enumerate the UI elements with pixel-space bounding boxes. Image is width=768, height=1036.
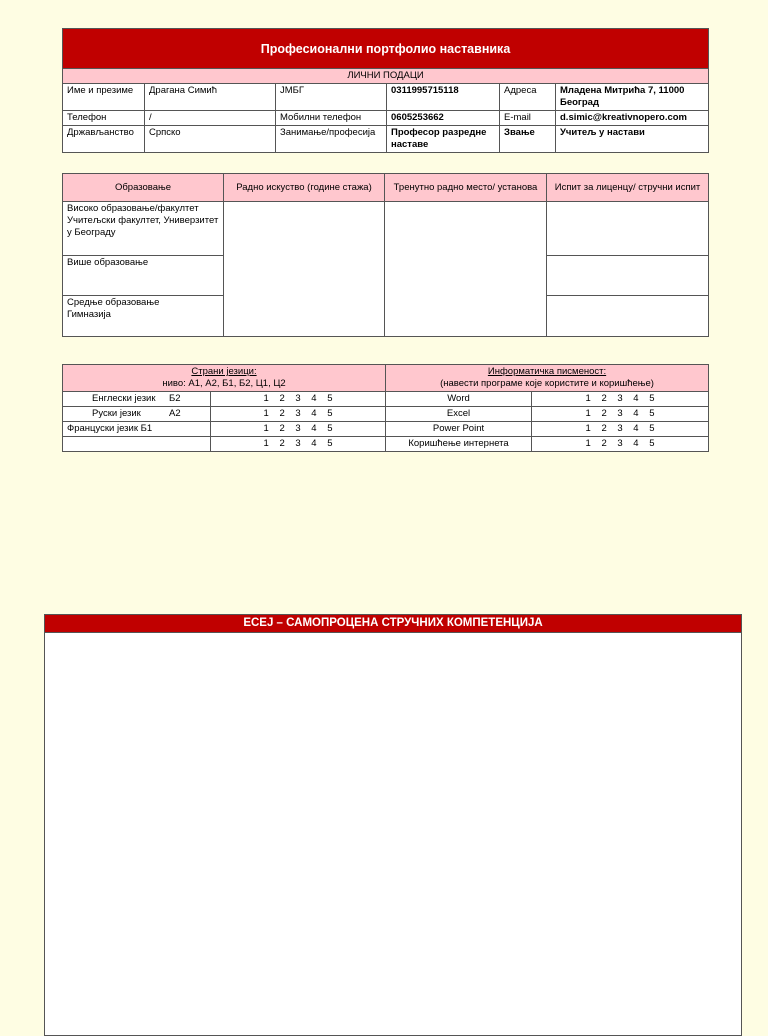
workplace-header: Тренутно радно место/ установа xyxy=(385,174,547,202)
software-name: Word xyxy=(386,392,532,407)
name-label: Име и презиме xyxy=(63,84,145,111)
email-label: E-mail xyxy=(500,111,556,126)
language-row xyxy=(63,422,211,437)
address-value[interactable]: Младена Митрића 7, 11000 Београд xyxy=(556,84,709,111)
college-education-label: Више образовање xyxy=(67,257,149,268)
phone-label: Телефон xyxy=(63,111,145,126)
license-header: Испит за лиценцу/ стручни испит xyxy=(547,174,709,202)
essay-title: ЕСЕЈ – САМОПРОЦЕНА СТРУЧНИХ КОМПЕТЕНЦИЈА xyxy=(45,615,741,633)
college-education-cell[interactable] xyxy=(63,256,224,296)
personal-section-title: ЛИЧНИ ПОДАЦИ xyxy=(63,69,709,84)
skills-table xyxy=(62,364,709,452)
workplace-cell[interactable] xyxy=(385,202,547,337)
mobile-label: Мобилни телефон xyxy=(276,111,387,126)
computer-header xyxy=(386,365,709,392)
language-name: Енглески језик xyxy=(92,393,156,404)
language-row xyxy=(63,407,211,422)
education-table xyxy=(62,173,709,337)
software-rating[interactable]: 1 2 3 4 5 xyxy=(532,407,709,422)
secondary-education-cell[interactable] xyxy=(63,296,224,337)
computer-subtitle: (навести програме које користите и коришћење) xyxy=(440,378,654,389)
jmbg-label: ЈМБГ xyxy=(276,84,387,111)
occupation-value[interactable]: Професор разредне наставе xyxy=(387,126,500,153)
software-name: Power Point xyxy=(386,422,532,437)
license-cell-1[interactable] xyxy=(547,202,709,256)
jmbg-value[interactable]: 0311995715118 xyxy=(387,84,500,111)
citizenship-value[interactable]: Српско xyxy=(145,126,276,153)
secondary-education-value: Гимназија xyxy=(67,309,111,320)
experience-cell[interactable] xyxy=(224,202,385,337)
language-name: Француски језик Б1 xyxy=(67,423,153,434)
experience-header: Радно искуство (године стажа) xyxy=(224,174,385,202)
personal-data-table xyxy=(62,28,709,153)
address-label: Адреса xyxy=(500,84,556,111)
phone-value[interactable]: / xyxy=(145,111,276,126)
license-cell-3[interactable] xyxy=(547,296,709,337)
higher-education-label: Високо образовање/факултет xyxy=(67,203,199,214)
software-rating[interactable]: 1 2 3 4 5 xyxy=(532,392,709,407)
languages-title: Страни језици: xyxy=(191,366,257,377)
title-label: Звање xyxy=(500,126,556,153)
title-value[interactable]: Учитељ у настави xyxy=(556,126,709,153)
language-name: Руски језик xyxy=(92,408,141,419)
license-cell-2[interactable] xyxy=(547,256,709,296)
software-rating[interactable]: 1 2 3 4 5 xyxy=(532,422,709,437)
software-name: Excel xyxy=(386,407,532,422)
language-rating[interactable]: 1 2 3 4 5 xyxy=(211,392,386,407)
software-name: Коришћење интернета xyxy=(386,437,532,452)
language-row xyxy=(63,392,211,407)
email-value[interactable]: d.simic@kreativnopero.com xyxy=(556,111,709,126)
software-rating[interactable]: 1 2 3 4 5 xyxy=(532,437,709,452)
name-value[interactable]: Драгана Симић xyxy=(145,84,276,111)
language-row[interactable] xyxy=(63,437,211,452)
languages-subtitle: ниво: А1, А2, Б1, Б2, Ц1, Ц2 xyxy=(162,378,286,389)
secondary-education-label: Средње образовање xyxy=(67,297,160,308)
education-header: Образовање xyxy=(63,174,224,202)
computer-title: Информатичка писменост: xyxy=(487,366,607,377)
language-level: А2 xyxy=(169,408,181,419)
language-level: Б2 xyxy=(169,393,181,404)
essay-text-area[interactable] xyxy=(45,633,741,1033)
citizenship-label: Држављанство xyxy=(63,126,145,153)
occupation-label: Занимање/професија xyxy=(276,126,387,153)
language-rating[interactable]: 1 2 3 4 5 xyxy=(211,407,386,422)
essay-box xyxy=(44,614,742,1036)
language-rating[interactable]: 1 2 3 4 5 xyxy=(211,437,386,452)
higher-education-value: Учитељски факултет, Универзитет у Београду xyxy=(67,215,219,238)
higher-education-cell[interactable] xyxy=(63,202,224,256)
language-rating[interactable]: 1 2 3 4 5 xyxy=(211,422,386,437)
portfolio-title: Професионални портфолио наставника xyxy=(63,29,709,69)
languages-header xyxy=(63,365,386,392)
mobile-value[interactable]: 0605253662 xyxy=(387,111,500,126)
